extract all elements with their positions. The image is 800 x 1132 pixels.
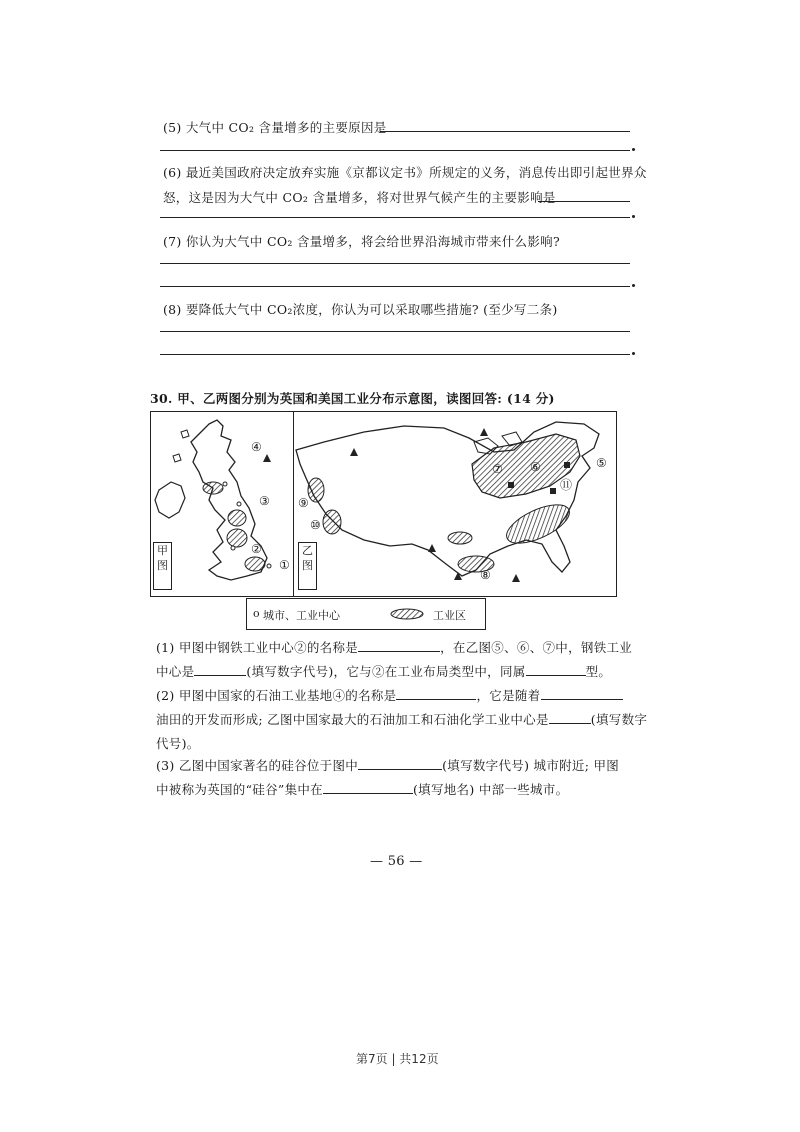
sub2-blank-2[interactable] (541, 687, 623, 700)
legend-zone-label: 工业区 (433, 609, 466, 622)
q7-answer-line-1[interactable] (160, 263, 630, 264)
page-footer: 第7页 | 共12页 (356, 1052, 439, 1066)
sub2-line2: 油田的开发而形成; 乙图中国家最大的石油加工和石油化学工业中心是 (填写数字 (156, 712, 648, 727)
sub2-blank-1[interactable] (396, 687, 476, 700)
sub1-line1: (1) 甲图中钢铁工业中心②的名称是 ，在乙图⑤、⑥、⑦中，钢铁工业 (156, 640, 633, 655)
q5-answer-line-2[interactable] (160, 150, 630, 151)
us-marker-6: ⑥ (530, 460, 541, 474)
sub3-line1: (3) 乙图中国家著名的硅谷位于图中 (填写数字代号) 城市附近; 甲图 (156, 758, 620, 773)
uk-marker-4: ④ (251, 440, 262, 454)
us-marker-11: ⑪ (560, 478, 573, 492)
map-legend (246, 598, 486, 630)
us-marker-10: ⑩ (310, 518, 321, 532)
q6-answer-line-2[interactable] (160, 217, 630, 218)
q6-prompt-line2: 怒，这是因为大气中 CO₂ 含量增多，将对世界气候产生的主要影响是 (163, 190, 556, 205)
sub2-line1: (2) 甲图中国家的石油工业基地④的名称是 ，它是随着 (156, 686, 623, 704)
q8-answer-line-2[interactable] (160, 354, 630, 355)
us-marker-9: ⑨ (298, 496, 309, 510)
uk-map-label: 甲图 (153, 542, 172, 590)
sub3-blank-1[interactable] (358, 757, 442, 770)
sub1-line2: 中心是 (填写数字代号)，它与②在工业布局类型中，同属 型。 (156, 664, 612, 679)
uk-marker-1: ① (279, 558, 290, 572)
uk-marker-3: ③ (259, 494, 270, 508)
us-map-label: 乙图 (298, 542, 317, 590)
page-number: — 56 — (370, 854, 423, 869)
sub1-blank-1[interactable] (358, 639, 440, 652)
us-map (293, 411, 617, 597)
us-map-drawing (294, 412, 616, 596)
q7-prompt: (7) 你认为大气中 CO₂ 含量增多，将会给世界沿海城市带来什么影响? (163, 234, 560, 249)
sub3-blank-2[interactable] (323, 781, 413, 794)
sub1-blank-3[interactable] (526, 663, 586, 676)
sub1-blank-2[interactable] (194, 663, 246, 676)
uk-map (150, 411, 295, 597)
legend-city-label: 城市、工业中心 (263, 609, 340, 622)
us-marker-8: ⑧ (480, 568, 491, 582)
q8-prompt: (8) 要降低大气中 CO₂浓度，你认为可以采取哪些措施? (至少写二条) (163, 302, 558, 317)
q6-answer-line[interactable] (538, 201, 630, 202)
sub2-blank-3[interactable] (549, 711, 591, 724)
q5-answer-line[interactable] (380, 131, 630, 132)
uk-marker-2: ② (251, 542, 262, 556)
legend-zone-icon (389, 607, 425, 621)
uk-map-drawing (151, 412, 294, 596)
legend-city-icon: o (253, 607, 260, 620)
q7-answer-line-2[interactable] (160, 286, 630, 287)
sub3-line2: 中被称为英国的“硅谷”集中在 (填写地名) 中部一些城市。 (156, 782, 569, 797)
q5-prompt: (5) 大气中 CO₂ 含量增多的主要原因是 (163, 120, 387, 135)
sub2-line3: 代号)。 (156, 736, 200, 751)
us-marker-7: ⑦ (492, 462, 503, 476)
q30-title: 30. 甲、乙两图分别为英国和美国工业分布示意图，读图回答: (14 分) (150, 391, 555, 406)
us-marker-5: ⑤ (596, 456, 607, 470)
q6-prompt-line1: (6) 最近美国政府决定放弃实施《京都议定书》所规定的义务，消息传出即引起世界众 (163, 165, 647, 180)
q8-answer-line-1[interactable] (160, 331, 630, 332)
